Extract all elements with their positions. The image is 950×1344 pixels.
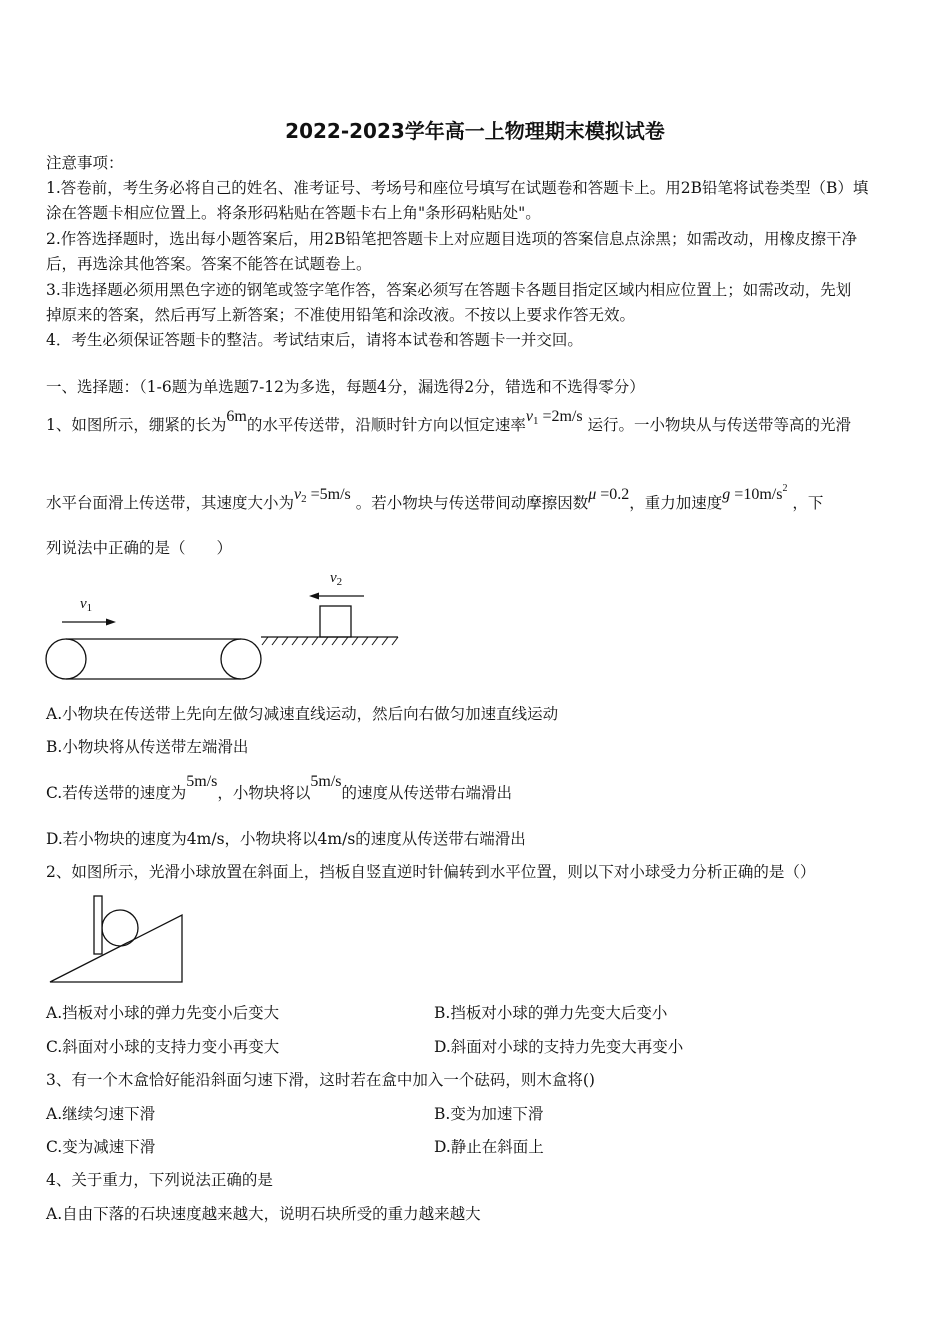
- left-roller: [46, 639, 86, 679]
- notice-line-6: 掉原来的答案，然后再写上新答案；不准使用铅笔和涂改液。不按以上要求作答无效。: [46, 306, 636, 324]
- q1-option-c-b: ，小物块将以: [217, 784, 311, 802]
- fig-v1-sub: 1: [86, 602, 93, 614]
- notice-line-4: 后，再选涂其他答案。答案不能答在试题卷上。: [46, 255, 372, 273]
- notice-line-2: 涂在答题卡相应位置上。将条形码粘贴在答题卡右上角"条形码粘贴处"。: [46, 204, 541, 222]
- fig-v2-label: [330, 570, 342, 588]
- q1-option-c: [46, 773, 513, 804]
- q1-mu-symbol: μ: [588, 486, 597, 503]
- q1-v2-value: =5m/s: [310, 486, 351, 503]
- q1-option-c-speed-2: 5m/s: [310, 773, 342, 790]
- v2-arrowhead: [309, 593, 319, 600]
- q4-stem: 4、关于重力，下列说法正确的是: [46, 1171, 273, 1189]
- q1-text-c: 运行。一小物块从与传送带等高的光滑: [587, 416, 852, 434]
- platform-hatching: [262, 637, 398, 645]
- q1-v1-sub: 1: [532, 415, 539, 427]
- q3-option-b: B.变为加速下滑: [434, 1105, 544, 1123]
- q1-option-c-c: 的速度从传送带右端滑出: [341, 784, 513, 802]
- q1-text-d: 水平台面滑上传送带，其速度大小为: [46, 494, 295, 512]
- q1-option-d: D.若小物块的速度为4m/s，小物块将以4m/s的速度从传送带右端滑出: [46, 830, 526, 848]
- q1-g-sup: 2: [782, 483, 788, 494]
- q1-v1-symbol: v: [525, 408, 533, 425]
- small-block: [320, 606, 351, 637]
- notice-line-3: 2.作答选择题时，选出每小题答案后，用2B铅笔把答题卡上对应题目选项的答案信息点涂黑；如需改动，用橡皮擦干净: [46, 230, 858, 248]
- q1-option-a: A.小物块在传送带上先向左做匀减速直线运动，然后向右做匀加速直线运动: [46, 705, 559, 723]
- fig-v2-symbol: v: [330, 570, 337, 586]
- fig-v1-symbol: v: [80, 596, 87, 612]
- notice-heading: 注意事项：: [46, 154, 124, 172]
- q3-stem: 3、有一个木盒恰好能沿斜面匀速下滑，这时若在盒中加入一个砝码，则木盒将(): [46, 1071, 595, 1089]
- q1-text-a: 1、如图所示，绷紧的长为: [46, 416, 227, 434]
- incline: [50, 915, 182, 982]
- q1-line-3: 列说法中正确的是（ ）: [46, 539, 233, 557]
- q1-v2-symbol: v: [294, 486, 302, 503]
- ball: [102, 910, 138, 946]
- q1-g-symbol: g: [722, 486, 731, 503]
- q3-option-a: A.继续匀速下滑: [46, 1105, 156, 1123]
- q3-option-c: C.变为减速下滑: [46, 1138, 156, 1156]
- q1-v1-value: =2m/s: [542, 408, 583, 425]
- q4-option-a: A.自由下落的石块速度越来越大，说明石块所受的重力越来越大: [46, 1205, 481, 1223]
- q1-v2-sub: 2: [301, 493, 307, 505]
- q1-text-g: ，下: [792, 494, 824, 512]
- notice-line-7: 4．考生必须保证答题卡的整洁。考试结束后，请将本试卷和答题卡一并交回。: [46, 331, 583, 349]
- q2-option-b: B.挡板对小球的弹力先变大后变小: [434, 1004, 668, 1022]
- q1-text-f: ，重力加速度: [629, 494, 723, 512]
- v1-arrowhead: [106, 619, 116, 626]
- fig-v2-sub: 2: [336, 576, 343, 588]
- q1-text-e: 。若小物块与传送带间动摩擦因数: [355, 494, 589, 512]
- q2-option-a: A.挡板对小球的弹力先变小后变大: [46, 1004, 280, 1022]
- q1-option-b: B.小物块将从传送带左端滑出: [46, 738, 249, 756]
- q1-option-c-a: C.若传送带的速度为: [46, 784, 187, 802]
- q2-option-d: D.斜面对小球的支持力先变大再变小: [434, 1038, 684, 1056]
- notice-line-1: 1.答卷前，考生务必将自己的姓名、准考证号、考场号和座位号填写在试题卷和答题卡上。用2B铅笔将试卷类型（B）填: [46, 179, 869, 197]
- q1-option-c-speed-1: 5m/s: [186, 773, 218, 790]
- baffle-board: [94, 896, 102, 954]
- notice-line-5: 3.非选择题必须用黑色字迹的钢笔或签字笔作答，答案必须写在答题卡各题目指定区域内相应位置上；如需改动，先划: [46, 281, 852, 299]
- q1-mu-value: =0.2: [600, 486, 630, 503]
- fig-v1-label: [80, 596, 92, 614]
- section-heading: 一、选择题：（1-6题为单选题7-12为多选，每题4分，漏选得2分，错选和不选得零分）: [46, 378, 645, 396]
- q2-option-c: C.斜面对小球的支持力变小再变大: [46, 1038, 280, 1056]
- q1-text-b: 的水平传送带，沿顺时针方向以恒定速率: [246, 416, 526, 434]
- page-title: 2022-2023学年高一上物理期末模拟试卷: [285, 119, 665, 143]
- q1-g-value: =10m/s: [734, 486, 783, 503]
- q1-length: 6m: [226, 408, 247, 425]
- q2-stem: 2、如图所示，光滑小球放置在斜面上，挡板自竖直逆时针偏转到水平位置，则以下对小球受力分析正确的是（）: [46, 863, 816, 881]
- q3-option-d: D.静止在斜面上: [434, 1138, 544, 1156]
- right-roller: [221, 639, 261, 679]
